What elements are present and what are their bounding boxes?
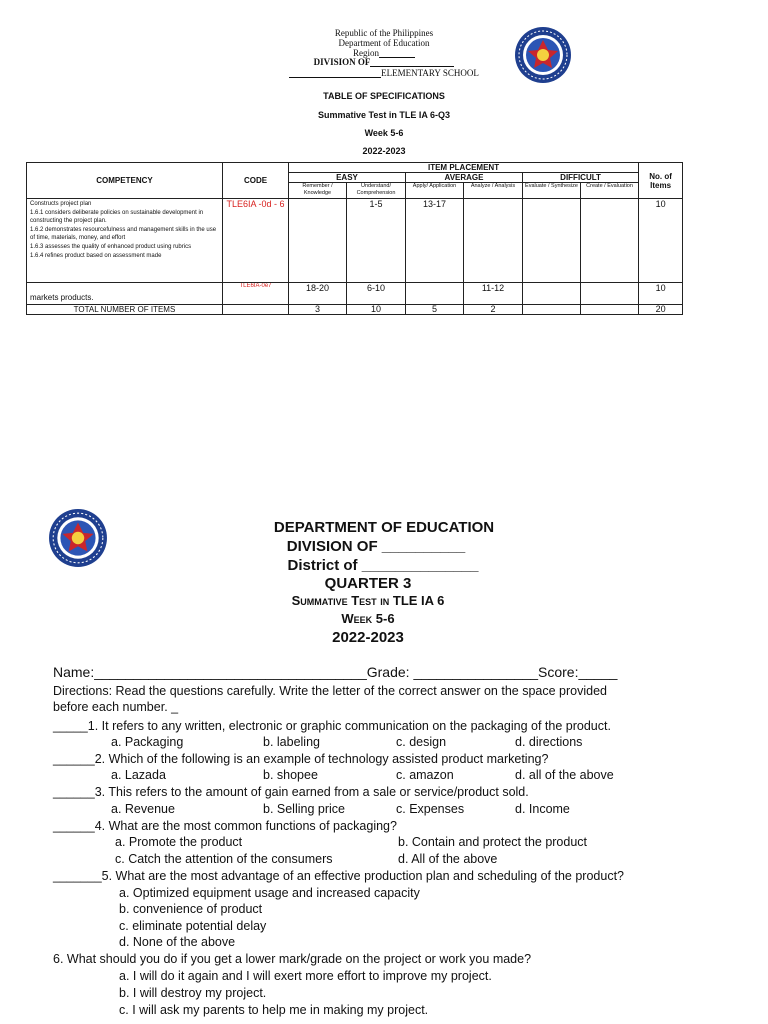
competency-line: Constructs project plan <box>30 201 92 207</box>
table-row <box>27 199 683 283</box>
test-week: Week 5-6 <box>341 611 395 626</box>
option-4d: d. All of the above <box>398 852 498 866</box>
spec-week: Week 5-6 <box>364 128 404 138</box>
total-evaluate <box>523 305 581 315</box>
question-3: ______3. This refers to the amount of gain earned from a sale or service/product sold. <box>53 785 529 799</box>
deped-seal-icon <box>514 26 572 84</box>
col-average: AVERAGE <box>406 173 523 183</box>
test-dept: DEPARTMENT OF EDUCATION <box>273 519 495 536</box>
question-6: 6. What should you do if you get a lower mark/grade on the project or work you made? <box>53 952 532 966</box>
total-create <box>581 305 639 315</box>
apply-cell: 13-17 <box>406 199 464 283</box>
competency-cell: markets products. <box>27 283 223 305</box>
items-cell: 10 <box>639 283 683 305</box>
total-apply: 5 <box>406 305 464 315</box>
option-1b: b. labeling <box>263 735 320 749</box>
option-5b: b. convenience of product <box>119 902 263 916</box>
table-row-total <box>27 305 683 315</box>
competency-line: 1.6.4 refines product based on assessment made <box>30 252 162 259</box>
header-division <box>0 57 768 67</box>
total-code-cell <box>223 305 289 315</box>
question-5: _______5. What are the most advantage of an effective production plan and scheduling of the product? <box>53 869 625 883</box>
evaluate-cell <box>523 283 581 305</box>
header-school <box>0 68 768 78</box>
items-cell: 10 <box>639 199 683 283</box>
option-2d: d. all of the above <box>515 768 614 782</box>
test-quarter: QUARTER 3 <box>324 575 412 592</box>
col-no-items: No. of Items <box>639 163 683 199</box>
apply-cell <box>406 283 464 305</box>
division-label: DIVISION OF <box>313 57 371 67</box>
option-2b: b. shopee <box>263 768 318 782</box>
option-1a: a. Packaging <box>111 735 184 749</box>
total-items: 20 <box>639 305 683 315</box>
sub-analyze: Analyze / Analysis <box>464 183 523 199</box>
name-grade-score-line[interactable]: Name:___________________________________Grade: ________________Score:_____ <box>53 664 618 680</box>
create-cell <box>581 283 639 305</box>
option-2a: a. Lazada <box>111 768 166 782</box>
option-1d: d. directions <box>515 735 583 749</box>
code-cell: TLE6IA-0e7 <box>223 283 289 305</box>
analyze-cell <box>464 199 523 283</box>
option-2c: c. amazon <box>396 768 454 782</box>
option-3b: b. Selling price <box>263 802 345 816</box>
sub-create: Create / Evaluation <box>581 183 639 199</box>
col-difficult: DIFFICULT <box>523 173 639 183</box>
sub-understand: Understand/ Comprehension <box>347 183 406 199</box>
school-label: ELEMENTARY SCHOOL <box>381 68 479 78</box>
option-3c: c. Expenses <box>396 802 465 816</box>
option-3a: a. Revenue <box>111 802 175 816</box>
evaluate-cell <box>523 199 581 283</box>
total-analyze: 2 <box>464 305 523 315</box>
remember-cell <box>289 199 347 283</box>
spec-year: 2022-2023 <box>362 146 406 156</box>
header-republic: Republic of the Philippines <box>334 28 434 38</box>
test-district: District of ______________ <box>287 557 479 574</box>
sub-remember: Remember / Knowledge <box>289 183 347 199</box>
competency-line: 1.6.1 considers deliberate policies on sustainable development in constructing the project plan. <box>30 209 204 225</box>
option-4b: b. Contain and protect the product <box>398 835 588 849</box>
test-division: DIVISION OF __________ <box>286 538 466 555</box>
option-6b: b. I will destroy my project. <box>119 986 267 1000</box>
code-cell: TLE6IA -0d - 6 <box>223 199 289 283</box>
col-code: CODE <box>223 163 289 199</box>
option-3d: d. Income <box>515 802 570 816</box>
option-5a: a. Optimized equipment usage and increased capacity <box>119 886 420 900</box>
remember-cell: 18-20 <box>289 283 347 305</box>
understand-cell: 6-10 <box>347 283 406 305</box>
option-6c: c. I will ask my parents to help me in making my project. <box>119 1003 429 1017</box>
option-5d: d. None of the above <box>119 935 236 949</box>
spec-title: TABLE OF SPECIFICATIONS <box>323 91 445 101</box>
option-4a: a. Promote the product <box>115 835 243 849</box>
col-easy: EASY <box>289 173 406 183</box>
option-1c: c. design <box>396 735 447 749</box>
col-item-placement: ITEM PLACEMENT <box>289 163 639 173</box>
table-row <box>27 283 683 305</box>
total-remember: 3 <box>289 305 347 315</box>
question-1: _____1. It refers to any written, electronic or graphic communication on the packaging of the product. <box>53 719 611 733</box>
sub-apply: Apply/ Application <box>406 183 464 199</box>
test-summative: Summative Test in TLE IA 6 <box>291 593 445 608</box>
total-label: TOTAL NUMBER OF ITEMS <box>27 305 223 315</box>
directions-line: Directions: Read the questions carefully. Write the letter of the correct answer on the space provided <box>53 684 607 698</box>
understand-cell: 1-5 <box>347 199 406 283</box>
option-4c: c. Catch the attention of the consumers <box>115 852 333 866</box>
question-4: ______4. What are the most common functions of packaging? <box>53 819 397 833</box>
question-2: ______2. Which of the following is an example of technology assisted product marketing? <box>53 752 549 766</box>
col-competency: COMPETENCY <box>27 163 223 199</box>
competency-cell <box>27 199 223 283</box>
header-department: Department of Education <box>338 38 430 48</box>
specification-table <box>26 162 683 315</box>
analyze-cell: 11-12 <box>464 283 523 305</box>
competency-line: 1.6.2 demonstrates resourcefulness and management skills in the use of time, materials, money, and effort <box>30 226 217 242</box>
total-understand: 10 <box>347 305 406 315</box>
option-5c: c. eliminate potential delay <box>119 919 267 933</box>
spec-subtitle: Summative Test in TLE IA 6-Q3 <box>317 110 451 120</box>
region-label: Region <box>353 48 379 58</box>
competency-line: 1.6.3 assesses the quality of enhanced product using rubrics <box>30 243 192 250</box>
directions-line: before each number. _ <box>53 700 179 714</box>
test-year: 2022-2023 <box>332 629 404 646</box>
option-6a: a. I will do it again and I will exert more effort to improve my project. <box>119 969 492 983</box>
sub-evaluate: Evaluate / Synthesize <box>523 183 581 199</box>
create-cell <box>581 199 639 283</box>
